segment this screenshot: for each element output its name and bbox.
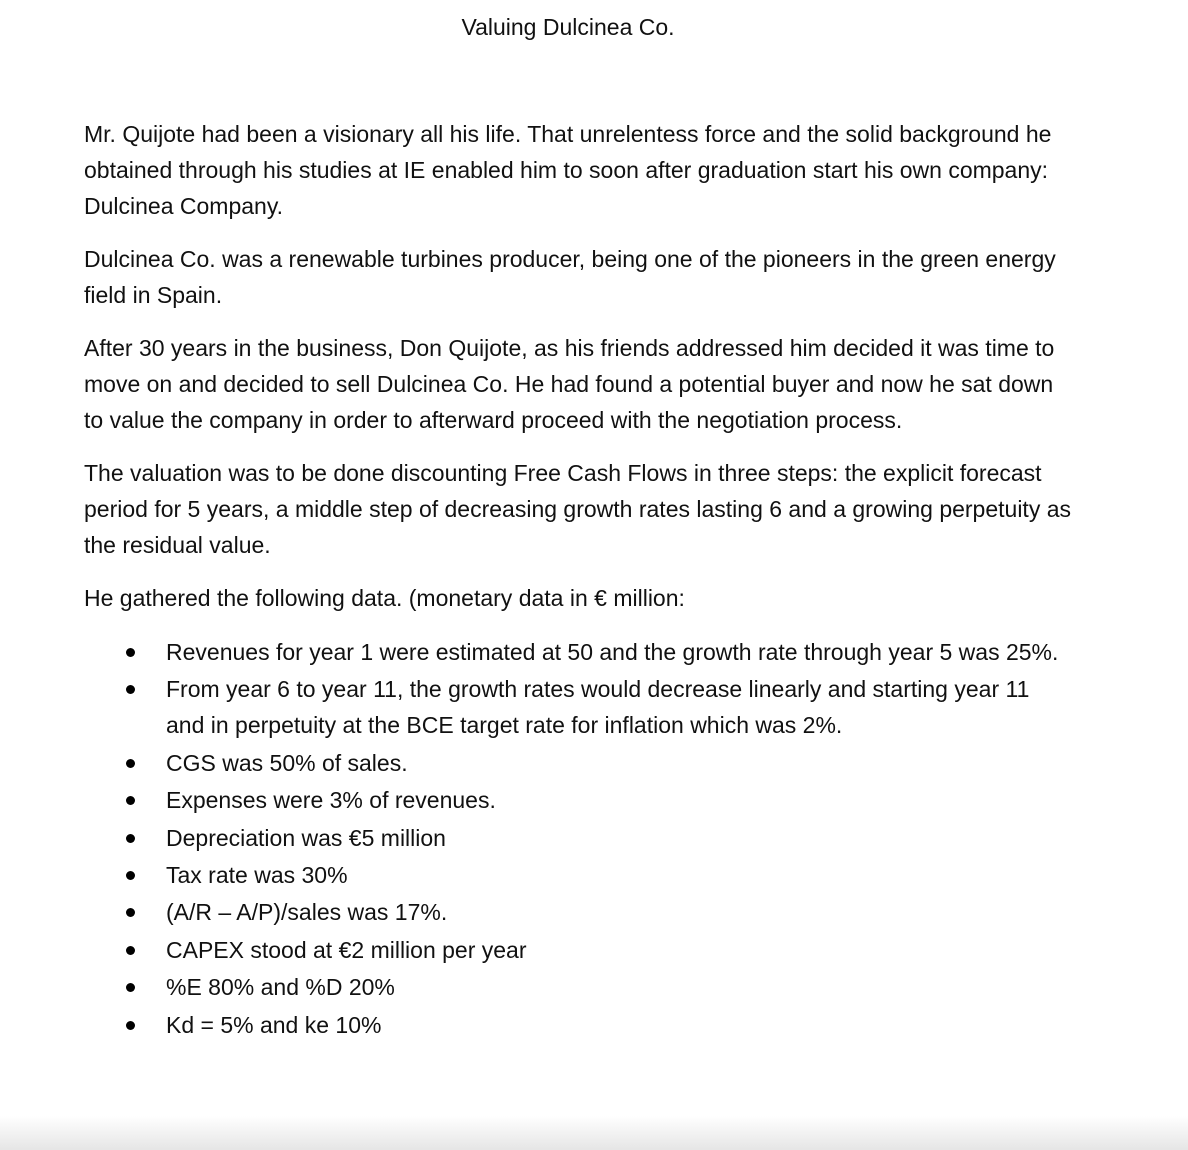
bullet-icon	[126, 908, 135, 917]
bullet-icon	[126, 796, 135, 805]
bullet-text: %E 80% and %D 20%	[166, 974, 395, 1001]
page-bottom-shadow	[0, 1116, 1188, 1150]
bullet-icon	[126, 685, 135, 694]
bullet-text: Revenues for year 1 were estimated at 50 and the growth rate through year 5 was 25%.	[166, 639, 1059, 665]
bullet-icon	[126, 946, 135, 955]
bullet-icon	[126, 871, 135, 880]
bullet-text: Tax rate was 30%	[166, 861, 348, 888]
document-body	[84, 116, 1074, 1044]
bullet-icon	[126, 983, 135, 992]
list-item	[84, 1007, 1074, 1043]
bullet-text: From year 6 to year 11, the growth rates would decrease linearly and starting year 11 and in perpetuity at the BCE target rate for inflation which was 2%.	[166, 676, 1030, 739]
bullet-icon	[126, 1021, 135, 1030]
list-item	[84, 969, 1074, 1005]
bullet-text: (A/R – A/P)/sales was 17%.	[166, 899, 448, 926]
bullet-text: Kd = 5% and ke 10%	[166, 1011, 382, 1038]
document-title: Valuing Dulcinea Co.	[461, 14, 675, 40]
list-item	[84, 857, 1074, 893]
paragraph-sale: After 30 years in the business, Don Quijote, as his friends addressed him decided it was time to move on and decided to sell Dulcinea Co. He had found a potential buyer and now he sat down to value the company in order to afterward proceed with the negotiation process.	[84, 335, 1055, 433]
list-item	[84, 932, 1074, 968]
list-item	[84, 894, 1074, 930]
bullet-text: CGS was 50% of sales.	[166, 749, 408, 776]
paragraph-valuation-method: The valuation was to be done discounting Free Cash Flows in three steps: the explicit forecast period for 5 years, a middle step of decreasing growth rates lasting 6 and a growing perpetuity as the residual value.	[84, 460, 1072, 558]
list-item	[84, 671, 1074, 743]
bullet-icon	[126, 759, 135, 768]
bullet-icon	[126, 648, 135, 657]
list-item	[84, 634, 1074, 670]
paragraph-intro: Mr. Quijote had been a visionary all his life. That unrelentess force and the solid background he obtained through his studies at IE enabled him to soon after graduation start his own company: Dulcinea Company.	[84, 121, 1052, 219]
data-bullet-list	[84, 634, 1074, 1043]
bullet-text: CAPEX stood at €2 million per year	[166, 936, 527, 963]
bullet-icon	[126, 834, 135, 843]
bullet-text: Depreciation was €5 million	[166, 824, 446, 851]
paragraph-company: Dulcinea Co. was a renewable turbines producer, being one of the pioneers in the green energy field in Spain.	[84, 246, 1056, 308]
list-item	[84, 820, 1074, 856]
list-item	[84, 782, 1074, 818]
paragraph-data-intro: He gathered the following data. (monetary data in € million:	[84, 585, 685, 611]
bullet-text: Expenses were 3% of revenues.	[166, 787, 496, 814]
list-item	[84, 745, 1074, 781]
